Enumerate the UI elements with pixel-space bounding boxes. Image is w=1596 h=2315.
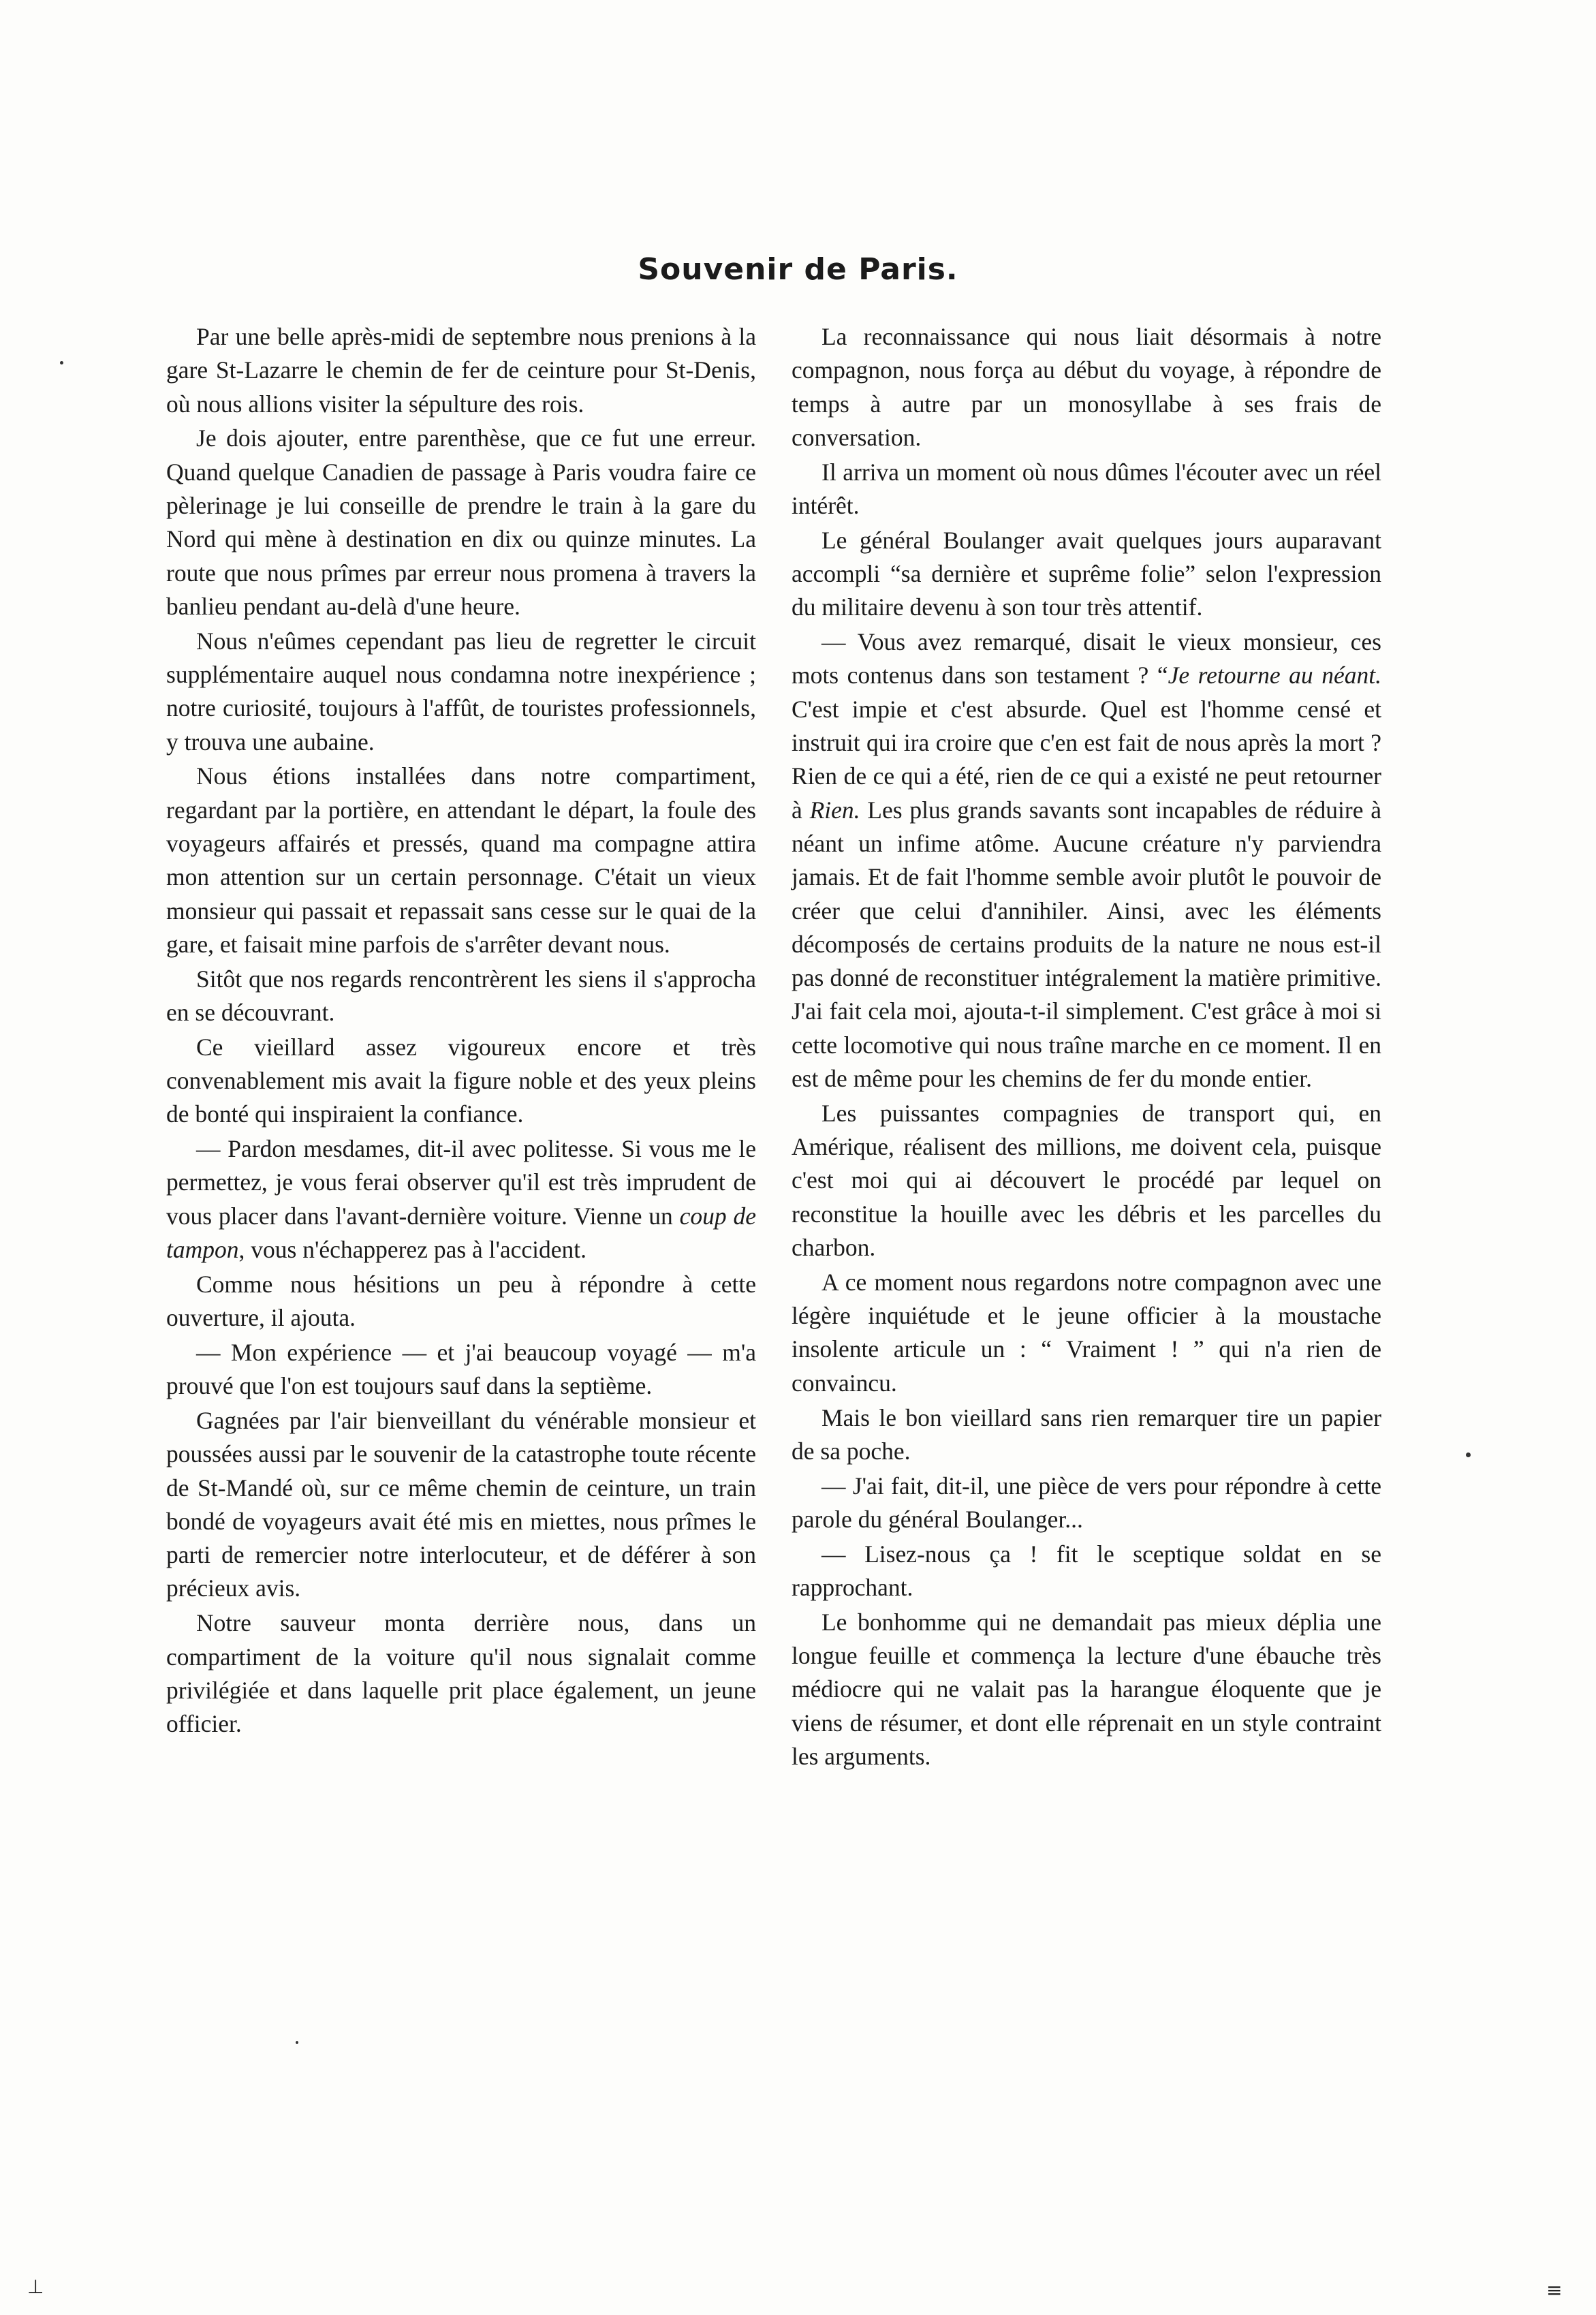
italic-phrase: coup de tampon [166, 1202, 756, 1264]
left-column [166, 320, 756, 1742]
paragraph: Le général Boulanger avait quelques jours auparavant accompli “sa dernière et suprême folie” selon l'expression du militaire devenu à son tour très attentif. [792, 526, 1381, 621]
right-column [792, 320, 1381, 1775]
paragraph: Ce vieillard assez vigoureux encore et très convenablement mis avait la figure noble et des yeux pleins de bonté qui inspiraient la confiance. [166, 1033, 756, 1128]
italic-phrase: Je retourne au néant. [1168, 662, 1381, 689]
paragraph-text: , vous n'échapperez pas à l'accident. [238, 1236, 587, 1264]
paragraph: Les puissantes compagnies de transport qui, en Amérique, réalisent des millions, me doivent cela, puisque c'est moi qui ai découvert le procédé par lequel on reconstitue la houille avec les débris et les parcelles du charbon. [792, 1099, 1381, 1262]
paragraph-text: Les plus grands savants sont incapables de réduire à néant un infime atôme. Aucune créature n'y parviendra jamais. Et de fait l'homme semble avoir plutôt le pouvoir de créer que celui d'annihiler. Ainsi, avec les éléments décomposés de certains produits de la nature ne nous est-il pas donné de reconstituer intégralement la matière primitive. J'ai fait cela moi, ajouta-t-il simplement. C'est grâce à moi si cette locomotive qui nous traîne marche en ce moment. Il en est de même pour les chemins de fer du monde entier. [792, 796, 1381, 1093]
article-title: Souvenir de Paris. [638, 252, 958, 287]
italic-phrase: Rien. [809, 796, 860, 824]
page-corner-mark: ≡ [1546, 2279, 1563, 2301]
paragraph: La reconnaissance qui nous liait désormais à notre compagnon, nous força au début du voyage, à répondre de temps à autre par un monosyllabe à ses frais de conversation. [792, 323, 1381, 451]
paragraph-text: C'est impie et c'est absurde. Quel est l'homme censé et instruit qui ira croire que c'en est fait de nous après la mort ? Rien de ce qui a été, rien de ce qui a existé ne peut retourner à [792, 695, 1381, 824]
paragraph [792, 625, 1381, 1096]
paragraph [166, 1132, 756, 1267]
paragraph-text: — Vous avez remarqué, disait le vieux monsieur, ces mots contenus dans son testament ? “ [792, 628, 1381, 689]
paragraph: Je dois ajouter, entre parenthèse, que ce fut une erreur. Quand quelque Canadien de passage à Paris voudra faire ce pèlerinage je lui conseille de prendre le train à la gare du Nord qui mène à destination en dix ou quinze minutes. La route que nous prîmes par erreur nous promena à travers la banlieu pendant au-delà d'une heure. [166, 424, 756, 620]
paragraph: — Lisez-nous ça ! fit le sceptique soldat en se rapprochant. [792, 1540, 1381, 1601]
paragraph: Il arriva un moment où nous dûmes l'écouter avec un réel intérêt. [792, 458, 1381, 519]
paragraph: A ce moment nous regardons notre compagnon avec une légère inquiétude et le jeune officier à la moustache insolente articule un : “ Vraiment ! ” qui n'a rien de convaincu. [792, 1268, 1381, 1397]
scan-speck [1466, 1452, 1471, 1457]
paragraph: — J'ai fait, dit-il, une pièce de vers pour répondre à cette parole du général Boulanger... [792, 1472, 1381, 1533]
scan-speck [60, 361, 63, 364]
paragraph: Mais le bon vieillard sans rien remarquer tire un papier de sa poche. [792, 1403, 1381, 1465]
page-corner-mark: ⊥ [27, 2275, 44, 2298]
paragraph: Gagnées par l'air bienveillant du vénérable monsieur et poussées aussi par le souvenir de la catastrophe toute récente de St-Mandé où, sur ce même chemin de ceinture, un train bondé de voyageurs avait été mis en miettes, nous prîmes le parti de remercier notre interlocuteur, et de déférer à son précieux avis. [166, 1407, 756, 1602]
paragraph: Comme nous hésitions un peu à répondre à cette ouverture, il ajouta. [166, 1270, 756, 1332]
paragraph-text: — Pardon mesdames, dit-il avec politesse. Si vous me le permettez, je vous ferai observer qu'il est très imprudent de vous placer dans l'avant-dernière voiture. Vienne un [166, 1135, 756, 1230]
paragraph: Par une belle après-midi de septembre nous prenions à la gare St-Lazarre le chemin de fer de ceinture pour St-Denis, où nous allions visiter la sépulture des rois. [166, 323, 756, 418]
scan-speck [296, 2041, 298, 2044]
paragraph: — Mon expérience — et j'ai beaucoup voyagé — m'a prouvé que l'on est toujours sauf dans la septième. [166, 1338, 756, 1400]
paragraph: Notre sauveur monta derrière nous, dans un compartiment de la voiture qu'il nous signalait comme privilégiée et dans laquelle prit place également, un jeune officier. [166, 1609, 756, 1738]
paragraph: Le bonhomme qui ne demandait pas mieux déplia une longue feuille et commença la lecture d'une ébauche très médiocre qui ne valait pas la harangue éloquente que je viens de résumer, et dont elle réprenait en un style contraint les arguments. [792, 1608, 1381, 1770]
paragraph: Nous étions installées dans notre compartiment, regardant par la portière, en attendant le départ, la foule des voyageurs affairés et pressés, quand ma compagne attira mon attention sur un certain personnage. C'était un vieux monsieur qui passait et repassait sans cesse sur le quai de la gare, et faisait mine parfois de s'arrêter devant nous. [166, 762, 756, 958]
paragraph: Nous n'eûmes cependant pas lieu de regretter le circuit supplémentaire auquel nous condamna notre inexpérience ; notre curiosité, toujours à l'affût, de touristes professionnels, y trouva une aubaine. [166, 627, 756, 756]
paragraph: Sitôt que nos regards rencontrèrent les siens il s'approcha en se découvrant. [166, 965, 756, 1026]
